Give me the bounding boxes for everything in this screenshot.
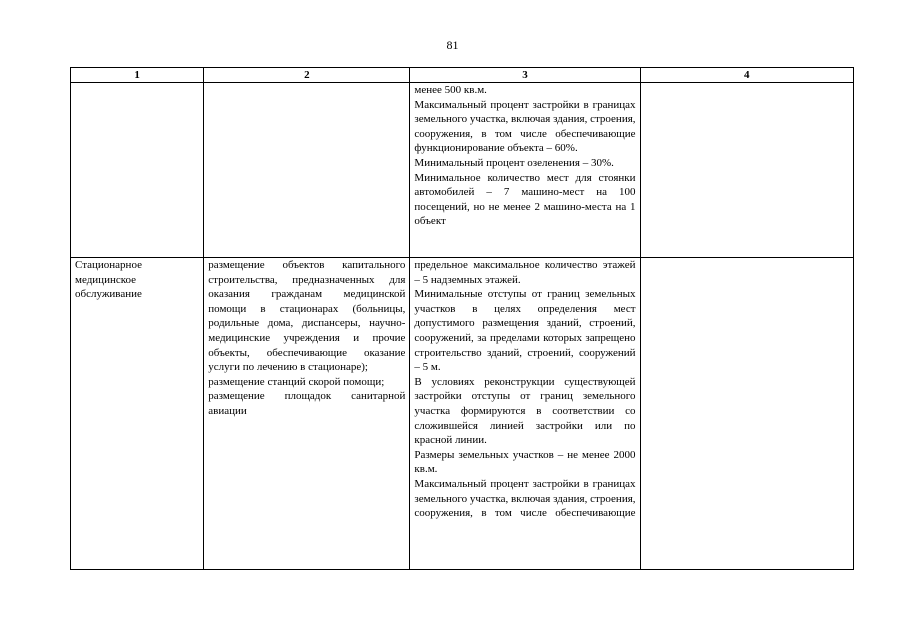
page-number: 81 [446, 38, 459, 52]
table-row [71, 258, 854, 570]
row2-col3-cell [410, 258, 640, 570]
row2-col1-cell [71, 258, 204, 570]
zoning-table [70, 67, 854, 570]
table-row [71, 83, 854, 258]
row1-col3-para-4: Минимальное количество мест для стоянки автомобилей – 7 машино-мест на 100 посещений, но не менее 2 машино-места на 1 объект [414, 171, 636, 228]
row1-col3-para-3: Минимальный процент озеленения – 30%. [414, 156, 614, 169]
row2-col2-para-2: размещение станций скорой помощи; [208, 375, 385, 388]
row1-col1-cell [71, 83, 204, 258]
row2-col4-cell [640, 258, 853, 570]
row2-col3-para-4: Размеры земельных участков – не менее 2000 кв.м. [414, 448, 636, 476]
row1-col3-para-1: менее 500 кв.м. [414, 84, 487, 96]
column-header-2: 2 [204, 68, 410, 83]
row2-col3-para-5: Максимальный процент застройки в границах земельного участка, включая здания, строения, сооружения, в том числе обеспечивающие [414, 477, 636, 520]
row2-col3-para-3: В условиях реконструкции существующей застройки отступы от границ земельного участка формируются в соответствии со сложившейся линией застройки или по красной линии. [414, 375, 636, 447]
column-header-4: 4 [640, 68, 853, 83]
row1-col3-para-2: Максимальный процент застройки в границах земельного участка, включая здания, строения, сооружения, в том числе обеспечивающие функционирование объекта – 60%. [414, 98, 636, 155]
row2-col2-cell [204, 258, 410, 570]
column-header-3: 3 [410, 68, 640, 83]
land-use-type: Стационарное медицинское обслуживание [75, 259, 142, 301]
row1-col3-cell [410, 83, 640, 258]
row1-col2-cell [204, 83, 410, 258]
table-header-row [71, 68, 854, 83]
column-header-1: 1 [71, 68, 204, 83]
row2-col2-para-1: размещение объектов капитального строительства, предназначенных для оказания гражданам медицинской помощи в стационарах (больницы, родильные дома, диспансеры, научно-медицинские учреждения и прочие объекты, обеспечивающие оказание услуги по лечению в стационаре); [208, 259, 406, 374]
row2-col3-para-1: предельное максимальное количество этажей – 5 надземных этажей. [414, 259, 636, 286]
row2-col2-para-3: размещение площадок санитарной авиации [208, 390, 406, 417]
row2-col3-para-2: Минимальные отступы от границ земельных участков в целях определения мест допустимого размещения зданий, строений, сооружений, за пределами которых запрещено строительство зданий, строений, сооружений – 5 м. [414, 288, 636, 374]
row1-col4-cell [640, 83, 853, 258]
